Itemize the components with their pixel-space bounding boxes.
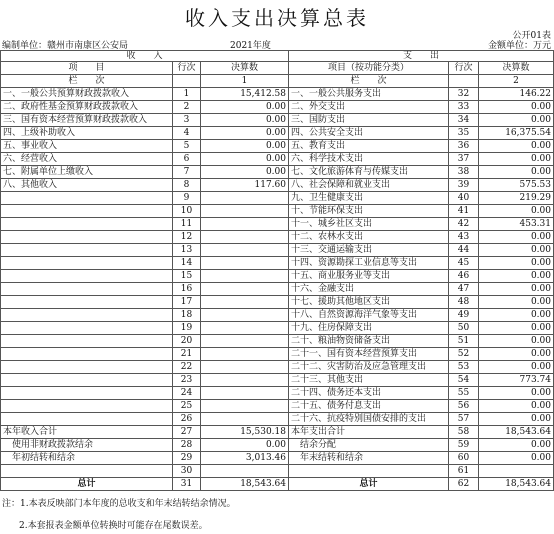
income-row-number: 6 xyxy=(173,153,201,166)
income-item: 一、一般公共预算财政拨款收入 xyxy=(1,88,173,101)
expense-row-number: 53 xyxy=(449,361,479,374)
expense-item: 二、外交支出 xyxy=(289,101,449,114)
income-item xyxy=(1,387,173,400)
expense-item: 一、一般公共服务支出 xyxy=(289,88,449,101)
expense-item: 七、文化旅游体育与传媒支出 xyxy=(289,166,449,179)
income-item xyxy=(1,244,173,257)
expense-amount: 0.00 xyxy=(479,231,554,244)
expense-amount: 0.00 xyxy=(479,153,554,166)
expense-row-number: 39 xyxy=(449,179,479,192)
expense-item: 十四、资源勘探工业信息等支出 xyxy=(289,257,449,270)
expense-item: 二十六、抗疫特别国债安排的支出 xyxy=(289,413,449,426)
expense-amount: 219.29 xyxy=(479,192,554,205)
income-amount xyxy=(201,218,289,231)
table-row xyxy=(1,205,554,218)
income-amount-header: 决算数 xyxy=(201,62,289,75)
income-column-number: 1 xyxy=(201,75,289,88)
expense-row-number: 62 xyxy=(449,478,479,491)
expense-item: 二十二、灾害防治及应急管理支出 xyxy=(289,361,449,374)
expense-row-number: 59 xyxy=(449,439,479,452)
table-row xyxy=(1,244,554,257)
income-row-number: 18 xyxy=(173,309,201,322)
table-row xyxy=(1,426,554,439)
income-amount: 18,543.64 xyxy=(201,478,289,491)
expense-row-number: 61 xyxy=(449,465,479,478)
income-amount: 15,530.18 xyxy=(201,426,289,439)
income-row-number: 11 xyxy=(173,218,201,231)
expense-row-number: 48 xyxy=(449,296,479,309)
income-amount xyxy=(201,257,289,270)
table-row xyxy=(1,400,554,413)
table-row xyxy=(1,361,554,374)
income-item: 八、其他收入 xyxy=(1,179,173,192)
expense-item: 八、社会保障和就业支出 xyxy=(289,179,449,192)
table-row xyxy=(1,153,554,166)
expense-amount: 0.00 xyxy=(479,270,554,283)
expense-amount: 0.00 xyxy=(479,335,554,348)
expense-amount: 0.00 xyxy=(479,101,554,114)
income-amount xyxy=(201,374,289,387)
income-amount xyxy=(201,283,289,296)
report-title: 收入支出决算总表 xyxy=(185,6,369,30)
expense-item-header: 项目（按功能分类） xyxy=(289,62,449,75)
expense-item: 四、公共安全支出 xyxy=(289,127,449,140)
income-row-number: 17 xyxy=(173,296,201,309)
income-row-number: 20 xyxy=(173,335,201,348)
expense-amount-header: 决算数 xyxy=(479,62,554,75)
income-rowno-header: 行次 xyxy=(173,62,201,75)
expense-item: 总计 xyxy=(289,478,449,491)
expense-amount: 0.00 xyxy=(479,348,554,361)
income-item xyxy=(1,361,173,374)
table-row xyxy=(1,335,554,348)
expense-item: 十、节能环保支出 xyxy=(289,205,449,218)
income-item: 使用非财政拨款结余 xyxy=(1,439,173,452)
expense-amount: 146.22 xyxy=(479,88,554,101)
expense-item: 十九、住房保障支出 xyxy=(289,322,449,335)
income-item: 三、国有资本经营预算财政拨款收入 xyxy=(1,114,173,127)
income-item xyxy=(1,192,173,205)
table-row xyxy=(1,296,554,309)
table-row xyxy=(1,127,554,140)
expense-row-number: 32 xyxy=(449,88,479,101)
expense-row-number: 37 xyxy=(449,153,479,166)
income-amount xyxy=(201,231,289,244)
expense-item: 本年支出合计 xyxy=(289,426,449,439)
expense-amount: 0.00 xyxy=(479,283,554,296)
expense-amount: 0.00 xyxy=(479,400,554,413)
table-row xyxy=(1,179,554,192)
form-number: 公开01表 xyxy=(512,31,551,41)
table-row xyxy=(1,439,554,452)
expense-amount: 0.00 xyxy=(479,309,554,322)
income-item xyxy=(1,218,173,231)
expense-amount: 0.00 xyxy=(479,244,554,257)
footnotes xyxy=(2,498,236,532)
income-item xyxy=(1,283,173,296)
income-row-number: 16 xyxy=(173,283,201,296)
income-item: 总计 xyxy=(1,478,173,491)
income-amount xyxy=(201,192,289,205)
expense-row-number: 60 xyxy=(449,452,479,465)
income-amount: 0.00 xyxy=(201,114,289,127)
income-section-header: 收 入 xyxy=(1,51,289,62)
income-amount xyxy=(201,205,289,218)
expense-row-number: 42 xyxy=(449,218,479,231)
expense-item: 五、教育支出 xyxy=(289,140,449,153)
income-amount xyxy=(201,400,289,413)
income-row-number: 2 xyxy=(173,101,201,114)
income-row-number: 4 xyxy=(173,127,201,140)
expense-row-number: 44 xyxy=(449,244,479,257)
table-row xyxy=(1,114,554,127)
income-row-number: 13 xyxy=(173,244,201,257)
expense-row-number: 38 xyxy=(449,166,479,179)
table-row xyxy=(1,192,554,205)
table-row xyxy=(1,452,554,465)
expense-item: 十七、援助其他地区支出 xyxy=(289,296,449,309)
income-amount: 117.60 xyxy=(201,179,289,192)
expense-column-number: 2 xyxy=(479,75,554,88)
expense-amount: 453.31 xyxy=(479,218,554,231)
expense-item: 二十四、债务还本支出 xyxy=(289,387,449,400)
expense-amount: 0.00 xyxy=(479,413,554,426)
table-row xyxy=(1,218,554,231)
income-row-number: 30 xyxy=(173,465,201,478)
expense-amount: 0.00 xyxy=(479,166,554,179)
footnote-2: 2.本套报表金额单位转换时可能存在尾数误差。 xyxy=(19,521,208,531)
expense-amount: 0.00 xyxy=(479,257,554,270)
expense-item: 六、科学技术支出 xyxy=(289,153,449,166)
income-amount xyxy=(201,309,289,322)
report-year: 2021年度 xyxy=(230,41,271,51)
income-amount: 15,412.58 xyxy=(201,88,289,101)
income-row-number: 10 xyxy=(173,205,201,218)
expense-section-header: 支 出 xyxy=(289,51,554,62)
income-row-number: 9 xyxy=(173,192,201,205)
reporting-unit: 编制单位：赣州市南康区公安局 xyxy=(2,41,129,51)
income-amount: 0.00 xyxy=(201,439,289,452)
expense-item: 三、国防支出 xyxy=(289,114,449,127)
income-item: 本年收入合计 xyxy=(1,426,173,439)
income-column-label: 栏 次 xyxy=(1,75,173,88)
expense-item xyxy=(289,465,449,478)
expense-row-number: 52 xyxy=(449,348,479,361)
expense-amount: 0.00 xyxy=(479,205,554,218)
income-row-number: 31 xyxy=(173,478,201,491)
income-row-number: 24 xyxy=(173,387,201,400)
income-item xyxy=(1,374,173,387)
expense-row-number: 34 xyxy=(449,114,479,127)
expense-amount: 0.00 xyxy=(479,296,554,309)
expense-amount: 0.00 xyxy=(479,439,554,452)
expense-row-number: 49 xyxy=(449,309,479,322)
income-item xyxy=(1,309,173,322)
income-item xyxy=(1,257,173,270)
income-row-number: 12 xyxy=(173,231,201,244)
expense-row-number: 35 xyxy=(449,127,479,140)
table-row xyxy=(1,231,554,244)
income-amount xyxy=(201,244,289,257)
expense-row-number: 51 xyxy=(449,335,479,348)
expense-amount: 0.00 xyxy=(479,452,554,465)
income-item xyxy=(1,270,173,283)
income-row-number: 3 xyxy=(173,114,201,127)
summary-table xyxy=(0,50,554,491)
income-item: 六、经营收入 xyxy=(1,153,173,166)
expense-item: 二十五、债务付息支出 xyxy=(289,400,449,413)
expense-row-number: 58 xyxy=(449,426,479,439)
income-row-number: 19 xyxy=(173,322,201,335)
table-row xyxy=(1,374,554,387)
income-amount xyxy=(201,335,289,348)
expense-item: 十五、商业服务业等支出 xyxy=(289,270,449,283)
income-item xyxy=(1,296,173,309)
expense-row-number: 40 xyxy=(449,192,479,205)
income-row-number: 14 xyxy=(173,257,201,270)
income-item: 七、附属单位上缴收入 xyxy=(1,166,173,179)
expense-column-blank xyxy=(449,75,479,88)
income-row-number: 5 xyxy=(173,140,201,153)
income-column-blank xyxy=(173,75,201,88)
table-row xyxy=(1,465,554,478)
income-item xyxy=(1,231,173,244)
income-amount: 3,013.46 xyxy=(201,452,289,465)
section-header-row xyxy=(1,51,554,62)
table-row xyxy=(1,140,554,153)
expense-row-number: 33 xyxy=(449,101,479,114)
income-item xyxy=(1,205,173,218)
income-amount xyxy=(201,348,289,361)
income-item: 二、政府性基金预算财政拨款收入 xyxy=(1,101,173,114)
table-row xyxy=(1,322,554,335)
income-row-number: 8 xyxy=(173,179,201,192)
expense-amount: 0.00 xyxy=(479,361,554,374)
expense-amount: 0.00 xyxy=(479,114,554,127)
income-item: 五、事业收入 xyxy=(1,140,173,153)
amount-unit: 金额单位：万元 xyxy=(487,41,551,51)
expense-row-number: 46 xyxy=(449,270,479,283)
income-item: 年初结转和结余 xyxy=(1,452,173,465)
expense-row-number: 55 xyxy=(449,387,479,400)
expense-item: 十一、城乡社区支出 xyxy=(289,218,449,231)
table-row xyxy=(1,348,554,361)
table-row xyxy=(1,309,554,322)
income-item xyxy=(1,413,173,426)
expense-item: 结余分配 xyxy=(289,439,449,452)
expense-row-number: 47 xyxy=(449,283,479,296)
income-row-number: 29 xyxy=(173,452,201,465)
income-row-number: 27 xyxy=(173,426,201,439)
table-row xyxy=(1,413,554,426)
income-row-number: 1 xyxy=(173,88,201,101)
expense-row-number: 36 xyxy=(449,140,479,153)
expense-column-label: 栏 次 xyxy=(289,75,449,88)
column-number-row xyxy=(1,75,554,88)
expense-item: 二十、粮油物资储备支出 xyxy=(289,335,449,348)
income-item xyxy=(1,465,173,478)
income-row-number: 26 xyxy=(173,413,201,426)
income-item xyxy=(1,322,173,335)
table-row xyxy=(1,270,554,283)
expense-item: 十六、金融支出 xyxy=(289,283,449,296)
table-row xyxy=(1,478,554,491)
expense-row-number: 43 xyxy=(449,231,479,244)
income-amount: 0.00 xyxy=(201,127,289,140)
expense-item: 二十一、国有资本经营预算支出 xyxy=(289,348,449,361)
income-amount xyxy=(201,270,289,283)
income-amount: 0.00 xyxy=(201,140,289,153)
footnote-1: 注：1.本表反映部门本年度的总收支和年末结转结余情况。 xyxy=(2,499,236,509)
expense-amount: 0.00 xyxy=(479,322,554,335)
income-amount xyxy=(201,387,289,400)
income-item-header: 项 目 xyxy=(1,62,173,75)
income-row-number: 21 xyxy=(173,348,201,361)
expense-amount: 18,543.64 xyxy=(479,478,554,491)
income-item xyxy=(1,335,173,348)
income-row-number: 25 xyxy=(173,400,201,413)
income-row-number: 22 xyxy=(173,361,201,374)
expense-row-number: 57 xyxy=(449,413,479,426)
income-row-number: 15 xyxy=(173,270,201,283)
expense-row-number: 41 xyxy=(449,205,479,218)
income-amount: 0.00 xyxy=(201,101,289,114)
expense-item: 年末结转和结余 xyxy=(289,452,449,465)
column-header-row xyxy=(1,62,554,75)
income-row-number: 23 xyxy=(173,374,201,387)
income-amount: 0.00 xyxy=(201,166,289,179)
expense-amount: 0.00 xyxy=(479,140,554,153)
income-row-number: 28 xyxy=(173,439,201,452)
income-row-number: 7 xyxy=(173,166,201,179)
income-amount xyxy=(201,296,289,309)
table-row xyxy=(1,387,554,400)
table-row xyxy=(1,283,554,296)
table-row xyxy=(1,101,554,114)
expense-rowno-header: 行次 xyxy=(449,62,479,75)
income-item xyxy=(1,400,173,413)
income-amount xyxy=(201,413,289,426)
expense-item: 十三、交通运输支出 xyxy=(289,244,449,257)
expense-row-number: 54 xyxy=(449,374,479,387)
expense-amount: 16,375.54 xyxy=(479,127,554,140)
expense-amount xyxy=(479,465,554,478)
expense-amount: 0.00 xyxy=(479,387,554,400)
report-meta-line xyxy=(2,38,552,50)
income-amount xyxy=(201,322,289,335)
table-row xyxy=(1,166,554,179)
expense-row-number: 50 xyxy=(449,322,479,335)
income-amount xyxy=(201,465,289,478)
income-amount: 0.00 xyxy=(201,153,289,166)
income-item xyxy=(1,348,173,361)
expense-item: 十二、农林水支出 xyxy=(289,231,449,244)
expense-item: 九、卫生健康支出 xyxy=(289,192,449,205)
income-amount xyxy=(201,361,289,374)
expense-amount: 773.74 xyxy=(479,374,554,387)
expense-item: 十八、自然资源海洋气象等支出 xyxy=(289,309,449,322)
expense-amount: 18,543.64 xyxy=(479,426,554,439)
income-item: 四、上级补助收入 xyxy=(1,127,173,140)
expense-row-number: 56 xyxy=(449,400,479,413)
table-row xyxy=(1,88,554,101)
expense-row-number: 45 xyxy=(449,257,479,270)
table-row xyxy=(1,257,554,270)
expense-item: 二十三、其他支出 xyxy=(289,374,449,387)
expense-amount: 575.53 xyxy=(479,179,554,192)
